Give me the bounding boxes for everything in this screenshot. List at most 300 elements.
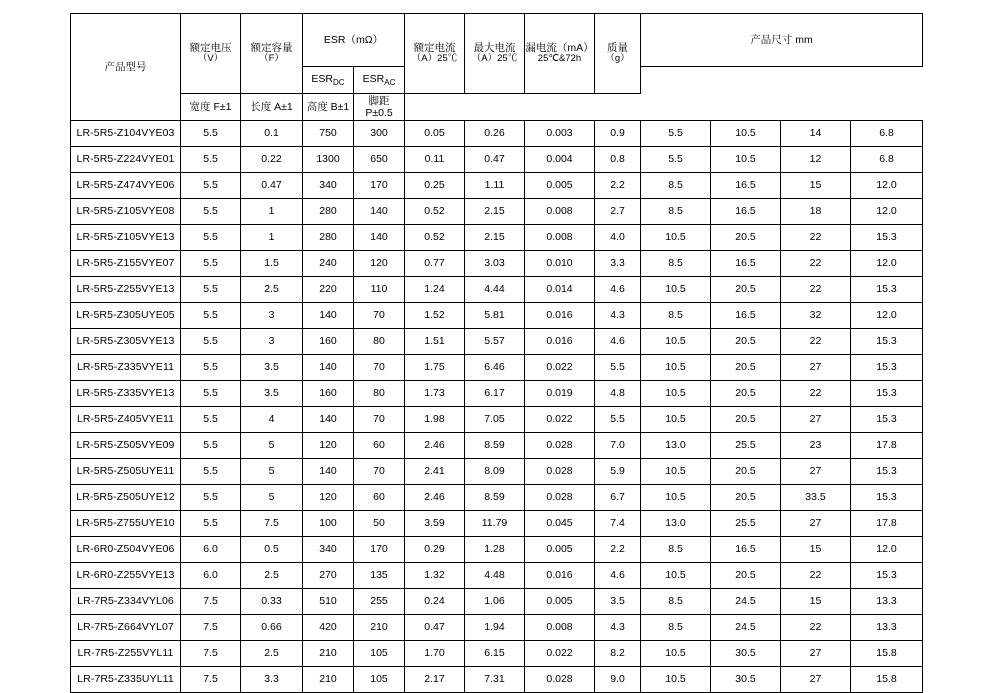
cell-width: 10.5 [641,485,711,511]
cell-esr-dc: 120 [303,485,354,511]
cell-width: 10.5 [641,355,711,381]
cell-rated-current: 1.51 [405,329,465,355]
header-mass [595,14,641,94]
cell-pitch: 17.8 [851,433,923,459]
cell-esr-ac: 120 [354,251,405,277]
cell-pitch: 13.3 [851,589,923,615]
cell-esr-dc: 210 [303,667,354,693]
cell-width: 5.5 [641,121,711,147]
cell-leakage-current: 0.005 [525,537,595,563]
cell-esr-dc: 160 [303,329,354,355]
cell-leakage-current: 0.008 [525,615,595,641]
header-dim-length: 长度 A±1 [241,94,303,121]
cell-length: 20.5 [711,485,781,511]
header-esr-dc-label: ESR [311,72,334,85]
cell-esr-dc: 280 [303,225,354,251]
cell-leakage-current: 0.005 [525,173,595,199]
cell-esr-ac: 70 [354,355,405,381]
header-esr: ESR（mΩ） [303,14,405,67]
cell-length: 20.5 [711,407,781,433]
cell-esr-dc: 220 [303,277,354,303]
cell-esr-dc: 280 [303,199,354,225]
cell-rated-capacity: 5 [241,485,303,511]
cell-max-current: 1.94 [465,615,525,641]
header-rated-voltage [181,14,241,94]
cell-rated-voltage: 5.5 [181,277,241,303]
cell-mass: 4.6 [595,277,641,303]
cell-length: 16.5 [711,251,781,277]
cell-height: 22 [781,615,851,641]
cell-esr-ac: 60 [354,485,405,511]
cell-max-current: 3.03 [465,251,525,277]
cell-width: 8.5 [641,615,711,641]
header-rated-current [405,14,465,94]
header-esr-ac [354,67,405,94]
cell-pitch: 15.3 [851,381,923,407]
cell-mass: 2.7 [595,199,641,225]
cell-length: 16.5 [711,303,781,329]
cell-rated-voltage: 5.5 [181,407,241,433]
cell-leakage-current: 0.014 [525,277,595,303]
cell-length: 16.5 [711,199,781,225]
table-row [71,667,923,693]
cell-max-current: 2.15 [465,225,525,251]
header-mass-unit: （g） [605,53,630,65]
cell-rated-current: 1.75 [405,355,465,381]
cell-pitch: 15.3 [851,459,923,485]
cell-rated-current: 0.47 [405,615,465,641]
cell-esr-dc: 420 [303,615,354,641]
cell-length: 20.5 [711,329,781,355]
cell-length: 20.5 [711,355,781,381]
cell-leakage-current: 0.028 [525,459,595,485]
cell-esr-ac: 80 [354,329,405,355]
cell-width: 13.0 [641,433,711,459]
cell-esr-dc: 340 [303,173,354,199]
cell-rated-current: 0.52 [405,225,465,251]
cell-esr-ac: 170 [354,173,405,199]
header-rated-current-unit: （A）25℃ [411,53,458,65]
cell-max-current: 1.06 [465,589,525,615]
cell-rated-voltage: 5.5 [181,199,241,225]
cell-length: 20.5 [711,225,781,251]
cell-max-current: 6.15 [465,641,525,667]
cell-pitch: 6.8 [851,147,923,173]
header-rated-capacity-unit: （F） [259,53,284,65]
cell-model: LR-7R5-Z335UYL11 [71,667,181,693]
table-row [71,537,923,563]
cell-rated-current: 2.46 [405,485,465,511]
cell-rated-voltage: 7.5 [181,615,241,641]
cell-leakage-current: 0.028 [525,433,595,459]
cell-height: 12 [781,147,851,173]
cell-leakage-current: 0.019 [525,381,595,407]
cell-height: 23 [781,433,851,459]
cell-rated-capacity: 5 [241,459,303,485]
cell-pitch: 12.0 [851,303,923,329]
cell-height: 15 [781,537,851,563]
cell-leakage-current: 0.005 [525,589,595,615]
cell-max-current: 8.09 [465,459,525,485]
cell-rated-current: 0.29 [405,537,465,563]
cell-mass: 6.7 [595,485,641,511]
cell-pitch: 12.0 [851,173,923,199]
cell-rated-voltage: 5.5 [181,329,241,355]
cell-height: 27 [781,641,851,667]
cell-rated-voltage: 5.5 [181,511,241,537]
table-row [71,511,923,537]
cell-rated-current: 3.59 [405,511,465,537]
table-row [71,303,923,329]
cell-esr-ac: 105 [354,667,405,693]
cell-model: LR-5R5-Z335VYE11 [71,355,181,381]
cell-pitch: 12.0 [851,251,923,277]
cell-model: LR-5R5-Z335VYE13 [71,381,181,407]
table-row [71,277,923,303]
cell-rated-voltage: 7.5 [181,589,241,615]
cell-max-current: 11.79 [465,511,525,537]
cell-mass: 4.3 [595,303,641,329]
cell-model: LR-5R5-Z105VYE08 [71,199,181,225]
cell-height: 27 [781,407,851,433]
cell-model: LR-5R5-Z224VYE01 [71,147,181,173]
cell-width: 10.5 [641,225,711,251]
cell-model: LR-5R5-Z255VYE13 [71,277,181,303]
table-row [71,121,923,147]
table-header [71,14,923,121]
cell-esr-ac: 70 [354,407,405,433]
cell-height: 27 [781,667,851,693]
cell-esr-dc: 140 [303,355,354,381]
cell-rated-current: 2.41 [405,459,465,485]
cell-max-current: 0.26 [465,121,525,147]
cell-height: 22 [781,251,851,277]
cell-rated-current: 0.11 [405,147,465,173]
table-row [71,589,923,615]
cell-esr-ac: 300 [354,121,405,147]
cell-height: 27 [781,355,851,381]
cell-esr-ac: 140 [354,199,405,225]
cell-esr-ac: 110 [354,277,405,303]
cell-rated-current: 1.24 [405,277,465,303]
cell-model: LR-7R5-Z255VYL11 [71,641,181,667]
cell-leakage-current: 0.022 [525,355,595,381]
cell-length: 20.5 [711,459,781,485]
header-esr-dc-sub: DC [333,78,345,88]
cell-esr-dc: 210 [303,641,354,667]
cell-length: 24.5 [711,589,781,615]
cell-mass: 4.8 [595,381,641,407]
cell-pitch: 15.3 [851,277,923,303]
cell-width: 5.5 [641,147,711,173]
cell-height: 22 [781,329,851,355]
cell-max-current: 8.59 [465,433,525,459]
table-row [71,563,923,589]
cell-length: 30.5 [711,641,781,667]
cell-rated-current: 0.05 [405,121,465,147]
header-rated-voltage-unit: （V） [197,53,224,65]
table-row [71,355,923,381]
header-rated-current-name: 额定电流 [413,42,456,54]
cell-model: LR-5R5-Z505UYE11 [71,459,181,485]
cell-model: LR-5R5-Z105VYE13 [71,225,181,251]
cell-rated-voltage: 5.5 [181,225,241,251]
header-leakage-current-unit: 25℃&72h [537,53,582,65]
cell-mass: 4.0 [595,225,641,251]
cell-width: 8.5 [641,589,711,615]
cell-mass: 2.2 [595,537,641,563]
cell-max-current: 2.15 [465,199,525,225]
cell-mass: 5.9 [595,459,641,485]
cell-mass: 4.3 [595,615,641,641]
cell-length: 16.5 [711,537,781,563]
table-row [71,199,923,225]
table-row [71,433,923,459]
cell-pitch: 15.8 [851,641,923,667]
cell-mass: 4.6 [595,329,641,355]
cell-rated-capacity: 0.66 [241,615,303,641]
cell-leakage-current: 0.008 [525,199,595,225]
cell-length: 16.5 [711,173,781,199]
cell-pitch: 12.0 [851,199,923,225]
cell-esr-dc: 1300 [303,147,354,173]
cell-length: 20.5 [711,277,781,303]
cell-mass: 7.0 [595,433,641,459]
cell-height: 22 [781,277,851,303]
cell-model: LR-5R5-Z474VYE06 [71,173,181,199]
cell-esr-dc: 100 [303,511,354,537]
cell-model: LR-5R5-Z755UYE10 [71,511,181,537]
cell-model: LR-5R5-Z405VYE11 [71,407,181,433]
cell-height: 27 [781,459,851,485]
cell-model: LR-6R0-Z504VYE06 [71,537,181,563]
cell-rated-voltage: 5.5 [181,303,241,329]
table-row [71,485,923,511]
cell-mass: 0.9 [595,121,641,147]
cell-rated-current: 0.25 [405,173,465,199]
cell-esr-ac: 255 [354,589,405,615]
cell-leakage-current: 0.016 [525,303,595,329]
cell-leakage-current: 0.022 [525,641,595,667]
cell-leakage-current: 0.028 [525,485,595,511]
cell-leakage-current: 0.008 [525,225,595,251]
table-row [71,381,923,407]
cell-rated-capacity: 1.5 [241,251,303,277]
cell-rated-capacity: 1 [241,199,303,225]
cell-max-current: 1.28 [465,537,525,563]
header-leakage-current [525,14,595,94]
cell-rated-voltage: 5.5 [181,433,241,459]
cell-width: 10.5 [641,329,711,355]
header-esr-ac-label: ESR [362,72,385,85]
cell-rated-voltage: 5.5 [181,459,241,485]
cell-width: 10.5 [641,381,711,407]
cell-leakage-current: 0.003 [525,121,595,147]
header-dim-pitch: 脚距 P±0.5 [354,94,405,121]
cell-esr-dc: 140 [303,407,354,433]
cell-rated-capacity: 2.5 [241,277,303,303]
cell-rated-capacity: 2.5 [241,641,303,667]
cell-leakage-current: 0.016 [525,563,595,589]
table-row [71,225,923,251]
cell-rated-capacity: 3.5 [241,381,303,407]
cell-max-current: 1.11 [465,173,525,199]
cell-rated-voltage: 6.0 [181,537,241,563]
cell-mass: 7.4 [595,511,641,537]
spec-sheet [70,13,922,693]
cell-rated-capacity: 0.22 [241,147,303,173]
cell-rated-voltage: 5.5 [181,251,241,277]
cell-rated-capacity: 3.3 [241,667,303,693]
header-mass-name: 质量 [607,42,628,54]
table-row [71,251,923,277]
cell-esr-ac: 650 [354,147,405,173]
header-dim-height: 高度 B±1 [303,94,354,121]
cell-esr-ac: 50 [354,511,405,537]
cell-rated-current: 2.17 [405,667,465,693]
cell-rated-capacity: 4 [241,407,303,433]
cell-leakage-current: 0.010 [525,251,595,277]
cell-rated-capacity: 7.5 [241,511,303,537]
cell-esr-ac: 70 [354,303,405,329]
header-dimensions: 产品尺寸 mm [641,14,923,67]
cell-rated-voltage: 7.5 [181,641,241,667]
cell-length: 24.5 [711,615,781,641]
cell-width: 10.5 [641,563,711,589]
cell-pitch: 15.3 [851,355,923,381]
header-esr-dc [303,67,354,94]
cell-rated-current: 0.77 [405,251,465,277]
cell-esr-ac: 135 [354,563,405,589]
cell-height: 22 [781,225,851,251]
cell-model: LR-5R5-Z305VYE13 [71,329,181,355]
cell-rated-current: 0.24 [405,589,465,615]
cell-rated-capacity: 0.1 [241,121,303,147]
cell-height: 27 [781,511,851,537]
cell-esr-dc: 510 [303,589,354,615]
cell-length: 25.5 [711,433,781,459]
header-max-current-name: 最大电流 [473,42,516,54]
cell-length: 25.5 [711,511,781,537]
cell-pitch: 17.8 [851,511,923,537]
cell-height: 33.5 [781,485,851,511]
cell-pitch: 13.3 [851,615,923,641]
cell-model: LR-6R0-Z255VYE13 [71,563,181,589]
cell-esr-ac: 80 [354,381,405,407]
cell-max-current: 6.46 [465,355,525,381]
cell-model: LR-5R5-Z104VYE03 [71,121,181,147]
cell-rated-current: 1.70 [405,641,465,667]
cell-width: 13.0 [641,511,711,537]
cell-length: 20.5 [711,381,781,407]
cell-model: LR-5R5-Z155VYE07 [71,251,181,277]
cell-rated-current: 1.98 [405,407,465,433]
cell-height: 15 [781,173,851,199]
table-body [71,121,923,693]
cell-rated-capacity: 0.33 [241,589,303,615]
cell-rated-voltage: 7.5 [181,667,241,693]
cell-width: 8.5 [641,537,711,563]
cell-rated-current: 1.52 [405,303,465,329]
cell-length: 30.5 [711,667,781,693]
cell-pitch: 6.8 [851,121,923,147]
table-row [71,329,923,355]
cell-esr-ac: 60 [354,433,405,459]
cell-mass: 5.5 [595,355,641,381]
header-max-current-unit: （A）25℃ [471,53,518,65]
cell-rated-capacity: 3 [241,329,303,355]
cell-esr-dc: 120 [303,433,354,459]
cell-esr-dc: 160 [303,381,354,407]
cell-mass: 0.8 [595,147,641,173]
cell-rated-capacity: 3.5 [241,355,303,381]
cell-leakage-current: 0.016 [525,329,595,355]
header-model: 产品型号 [71,14,181,121]
cell-width: 10.5 [641,641,711,667]
cell-leakage-current: 0.004 [525,147,595,173]
cell-max-current: 4.48 [465,563,525,589]
cell-esr-dc: 340 [303,537,354,563]
cell-rated-capacity: 2.5 [241,563,303,589]
cell-max-current: 6.17 [465,381,525,407]
cell-max-current: 4.44 [465,277,525,303]
cell-pitch: 15.3 [851,225,923,251]
cell-height: 18 [781,199,851,225]
table-row [71,615,923,641]
cell-rated-capacity: 5 [241,433,303,459]
product-spec-table [70,13,923,693]
cell-model: LR-7R5-Z334VYL06 [71,589,181,615]
cell-width: 8.5 [641,251,711,277]
cell-rated-current: 1.32 [405,563,465,589]
table-row [71,147,923,173]
cell-max-current: 5.57 [465,329,525,355]
cell-length: 20.5 [711,563,781,589]
cell-mass: 9.0 [595,667,641,693]
header-rated-voltage-name: 额定电压 [189,42,232,54]
cell-esr-dc: 140 [303,303,354,329]
cell-pitch: 15.3 [851,329,923,355]
table-row [71,407,923,433]
cell-mass: 8.2 [595,641,641,667]
cell-esr-dc: 140 [303,459,354,485]
cell-pitch: 15.8 [851,667,923,693]
cell-pitch: 15.3 [851,563,923,589]
cell-height: 22 [781,563,851,589]
cell-rated-capacity: 0.5 [241,537,303,563]
cell-rated-voltage: 5.5 [181,147,241,173]
cell-rated-capacity: 1 [241,225,303,251]
cell-width: 10.5 [641,407,711,433]
header-rated-capacity-name: 额定容量 [250,42,293,54]
cell-esr-ac: 70 [354,459,405,485]
header-rated-capacity [241,14,303,94]
cell-width: 8.5 [641,173,711,199]
cell-width: 10.5 [641,667,711,693]
cell-width: 8.5 [641,303,711,329]
cell-rated-voltage: 5.5 [181,485,241,511]
cell-max-current: 7.05 [465,407,525,433]
header-leakage-current-name: 漏电流（mA） [525,42,594,54]
cell-length: 10.5 [711,147,781,173]
cell-model: LR-5R5-Z505UYE12 [71,485,181,511]
header-dim-width: 宽度 F±1 [181,94,241,121]
cell-esr-dc: 270 [303,563,354,589]
cell-mass: 4.6 [595,563,641,589]
cell-rated-voltage: 5.5 [181,173,241,199]
cell-width: 8.5 [641,199,711,225]
cell-esr-ac: 105 [354,641,405,667]
